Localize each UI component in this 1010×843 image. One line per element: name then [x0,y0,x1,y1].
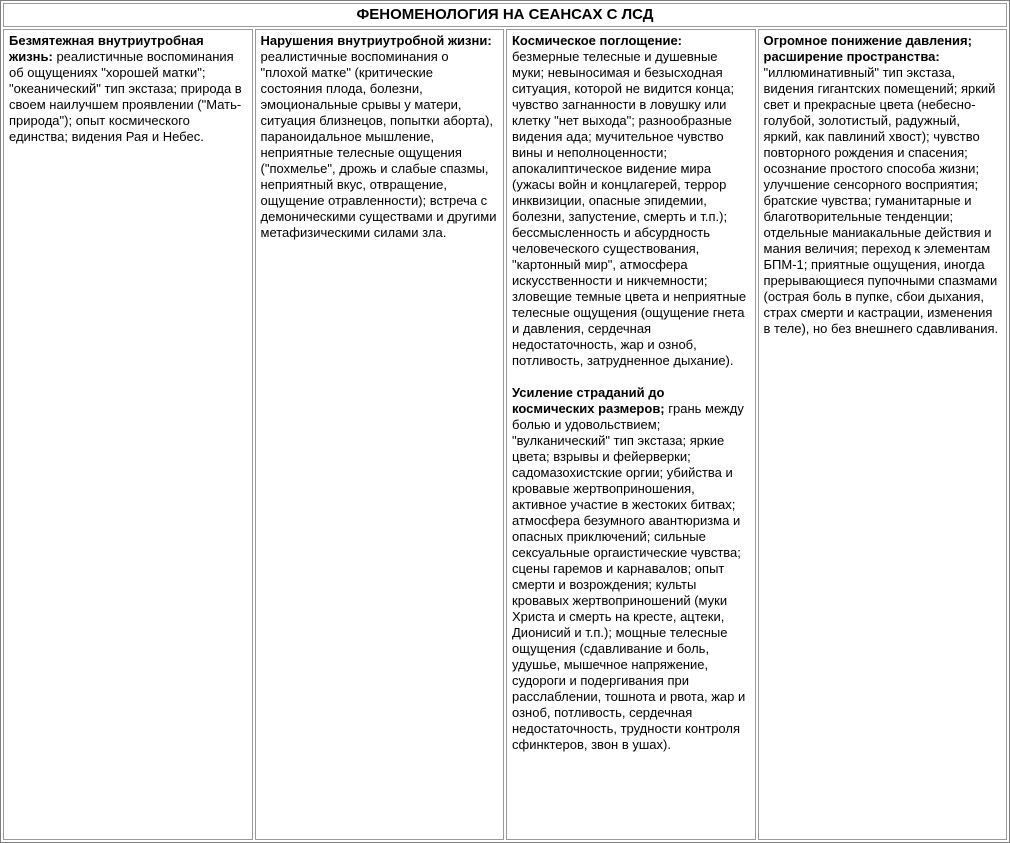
paragraph-lead: Космическое поглощение: [512,33,683,48]
paragraph-lead: Нарушения внутриутробной жизни: [260,33,492,48]
table-title-cell [3,3,1007,27]
paragraph [764,33,1002,337]
paragraph-text: "иллюминативный" тип экстаза, видения гигантских помещений; яркий свет и прекрасные цвета (небесно-голубой, золотистый, радужный, яркий, как павлиний хвост); чувство повторного рождения и спасения; осознание простого способа жизни; улучшение сенсорного восприятия; братские чувства; гуманитарные и благотворительные тенденции; отдельные маниакальные действия и мания величия; переход к элементам БПМ-1; приятные ощущения, иногда прерывающиеся пупочными спазмами (острая боль в пупке, сбои дыхания, страх смерти и кастрации, изменения в теле), но без внешнего сдавливания. [763,65,999,336]
paragraph-lead: Безмятежная внутриутробная жизнь: [9,33,204,64]
content-row [3,29,1007,840]
page-title: ФЕНОМЕНОЛОГИЯ НА СЕАНСАХ С ЛСД [356,6,654,23]
paragraph [9,33,247,145]
column-cosmic-engulfment [506,29,756,840]
column-pressure-decrease-space-expansion [758,29,1008,840]
paragraph-text: реалистичные воспоминания об ощущениях "хорошей матки"; "океанический" тип экстаза; природа в своем наилучшем проявлении ("Мать-природа"); опыт космического единства; видения Рая и Небес. [9,49,242,144]
paragraph-lead: Огромное понижение давления; расширение пространства: [763,33,972,64]
paragraph [261,33,499,241]
column-serene-intrauterine-life [3,29,253,840]
paragraph-text: грань между болью и удовольствием; "вулканический" тип экстаза; яркие цвета; взрывы и фейерверки; садомазохистские оргии; убийства и кровавые жертвоприношения, активное участие в жестоких битвах; атмосфера безумного авантюризма и опасных приключений; сильные сексуальные оргаистические чувства; сцены гаремов и карнавалов; опыт смерти и возрождения; культы кровавых жертвоприношений (муки Христа и смерть на кресте, ацтеки, Дионисий и т.п.); мощные телесные ощущения (сдавливание и боль, удушье, мышечное напряжение, судороги и подергивания при расслаблении, тошнота и рвота, жар и озноб, потливость, сердечная недостаточность, трудности контроля сфинктеров, звон в ушах). [512,401,746,752]
paragraph-text: безмерные телесные и душевные муки; невыносимая и безысходная ситуация, которой не видится конца; чувство загнанности в ловушку или клетку "нет выхода"; разнообразные видения ада; мучительное чувство вины и неполноценности; апокалиптическое видение мира (ужасы войн и концлагерей, террор инквизиции, опасные эпидемии, болезни, запустение, смерть и т.п.); бессмысленность и абсурдность человеческого существования, "картонный мир", атмосфера искусственности и никчемности; зловещие темные цвета и неприятные телесные ощущения (ощущение гнета и давления, сердечная недостаточность, жар и озноб, потливость, затрудненное дыхание). [512,49,747,368]
paragraph-text: реалистичные воспоминания о "плохой матке" (критические состояния плода, болезни, эмоциональные срывы у матери, ситуация близнецов, попытки аборта), параноидальное мышление, неприятные телесные ощущения ("похмелье", дрожь и слабые спазмы, неприятный вкус, отвращение, ощущение отравленности); встреча с демоническими существами и другими метафизическими силами зла. [260,49,497,240]
title-row [3,3,1007,27]
paragraph [512,385,750,753]
column-disturbed-intrauterine-life [255,29,505,840]
paragraph [512,33,750,369]
paragraph-lead: Усиление страданий до космических размеров; [512,385,665,416]
